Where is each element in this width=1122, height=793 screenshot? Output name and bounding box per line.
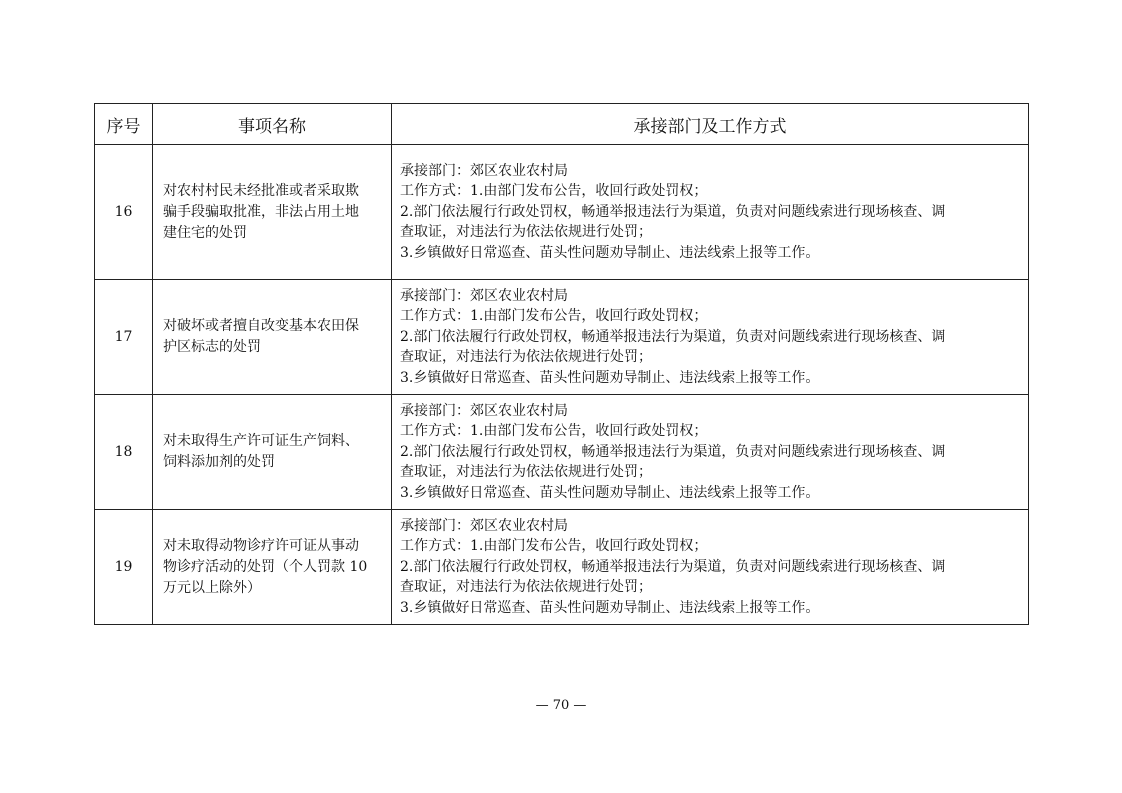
matter-name-line: 对未取得动物诊疗许可证从事动 — [163, 537, 359, 554]
department-method-line: 查取证，对违法行为依法依规进行处罚； — [400, 224, 652, 241]
row-serial-number: 17 — [95, 280, 153, 395]
table-body — [95, 145, 1029, 625]
department-method-line: 2.部门依法履行行政处罚权，畅通举报违法行为渠道，负责对问题线索进行现场核查、调 — [400, 328, 946, 345]
row-serial-number: 19 — [95, 510, 153, 625]
matter-name-line: 对破坏或者擅自改变基本农田保 — [163, 318, 359, 334]
department-method-line: 2.部门依法履行行政处罚权，畅通举报违法行为渠道，负责对问题线索进行现场核查、调 — [400, 443, 946, 460]
department-method-line: 2.部门依法履行行政处罚权，畅通举报违法行为渠道，负责对问题线索进行现场核查、调 — [400, 203, 946, 220]
table-row — [95, 395, 1029, 510]
row-matter-name — [153, 145, 392, 280]
row-serial-number: 18 — [95, 395, 153, 510]
matter-name-line: 骗手段骗取批准，非法占用土地 — [163, 203, 359, 220]
row-matter-name — [153, 395, 392, 510]
department-method-line: 查取证，对违法行为依法依规进行处罚； — [400, 464, 652, 481]
row-department-and-method — [392, 395, 1029, 510]
table-row — [95, 145, 1029, 280]
matter-name-line: 对未取得生产许可证生产饲料、 — [163, 433, 359, 449]
row-matter-name — [153, 280, 392, 395]
header-department-and-method: 承接部门及工作方式 — [392, 104, 1029, 145]
page-number: — 70 — — [535, 698, 587, 713]
row-matter-name — [153, 510, 392, 625]
header-matter-name: 事项名称 — [153, 104, 392, 145]
department-method-line: 承接部门：郊区农业农村局 — [400, 162, 568, 179]
table-row — [95, 280, 1029, 395]
matter-name-line: 物诊疗活动的处罚（个人罚款 10 — [163, 558, 368, 575]
department-method-line: 3.乡镇做好日常巡查、苗头性问题劝导制止、违法线索上报等工作。 — [400, 599, 820, 616]
matter-name-line: 护区标志的处罚 — [163, 339, 261, 355]
department-method-line: 工作方式：1.由部门发布公告，收回行政处罚权； — [400, 538, 708, 555]
department-method-line: 查取证，对违法行为依法依规进行处罚； — [400, 579, 652, 596]
department-method-line: 工作方式：1.由部门发布公告，收回行政处罚权； — [400, 183, 708, 200]
matter-name-line: 万元以上除外） — [163, 579, 261, 596]
department-method-line: 工作方式：1.由部门发布公告，收回行政处罚权； — [400, 308, 708, 325]
department-method-line: 承接部门：郊区农业农村局 — [400, 287, 568, 304]
department-method-line: 3.乡镇做好日常巡查、苗头性问题劝导制止、违法线索上报等工作。 — [400, 484, 820, 501]
matter-name-line: 对农村村民未经批准或者采取欺 — [163, 182, 359, 199]
row-serial-number: 16 — [95, 145, 153, 280]
department-method-line: 3.乡镇做好日常巡查、苗头性问题劝导制止、违法线索上报等工作。 — [400, 244, 820, 261]
table-header-row — [95, 104, 1029, 145]
department-method-line: 2.部门依法履行行政处罚权，畅通举报违法行为渠道，负责对问题线索进行现场核查、调 — [400, 558, 946, 575]
department-method-line: 承接部门：郊区农业农村局 — [400, 402, 568, 419]
matter-name-line: 饲料添加剂的处罚 — [163, 454, 275, 470]
row-department-and-method — [392, 510, 1029, 625]
header-serial-number: 序号 — [95, 104, 153, 145]
row-department-and-method — [392, 280, 1029, 395]
matters-table — [94, 103, 1029, 625]
department-method-line: 承接部门：郊区农业农村局 — [400, 517, 568, 534]
department-method-line: 工作方式：1.由部门发布公告，收回行政处罚权； — [400, 423, 708, 440]
table-row — [95, 510, 1029, 625]
department-method-line: 查取证，对违法行为依法依规进行处罚； — [400, 349, 652, 366]
row-department-and-method — [392, 145, 1029, 280]
department-method-line: 3.乡镇做好日常巡查、苗头性问题劝导制止、违法线索上报等工作。 — [400, 369, 820, 386]
matter-name-line: 建住宅的处罚 — [163, 224, 247, 241]
